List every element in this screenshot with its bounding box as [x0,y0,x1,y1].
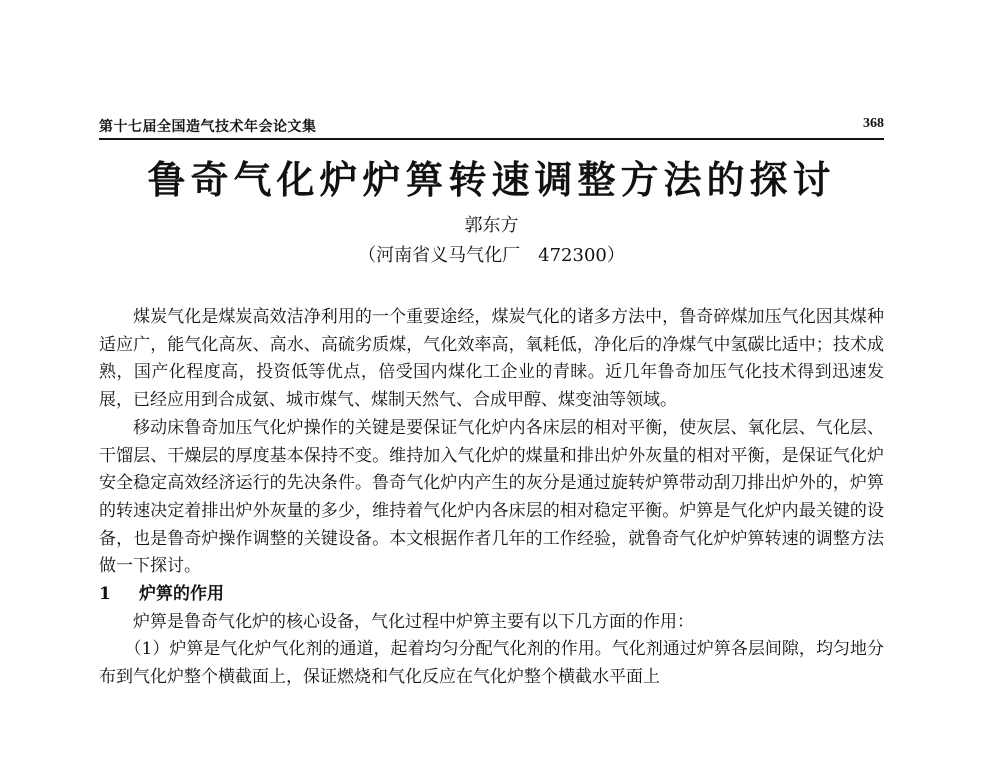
section-title: 炉箅的作用 [139,584,224,605]
running-header [99,114,884,140]
page-number: 368 [863,116,884,131]
author-name: 郭东方 [464,215,519,236]
paragraph-intro: 煤炭气化是煤炭高效洁净利用的一个重要途经，煤炭气化的诸多方法中，鲁奇碎煤加压气化因其煤种适应广，能气化高灰、高水、高硫劣质煤，气化效率高，氧耗低，净化后的净煤气中氢碳比适中；技术成熟，国产化程度高，投资低等优点，倍受国内煤化工企业的青睐。近几年鲁奇加压气化技术得到迅速发展，已经应用到合成氨、城市煤气、煤制天然气、合成甲醇、煤变油等领域。 [99,307,884,411]
body-text [99,304,884,692]
paper-title: 鲁奇气化炉炉箅转速调整方法的探讨 [147,157,836,202]
running-title: 第十七届全国造气技术年会论文集 [99,119,317,135]
list-item-1: （1）炉箅是气化炉气化剂的通道，起着均匀分配气化剂的作用。气化剂通过炉箅各层间隙，均匀地分布到气化炉整个横截面上，保证燃烧和气化反应在气化炉整个横截水平面上 [99,639,884,688]
section-heading [99,581,884,609]
paragraph-lurgi-operation: 移动床鲁奇加压气化炉操作的关键是要保证气化炉内各床层的相对平衡，使灰层、氧化层、气化层、干馏层、干燥层的厚度基本保持不变。维持加入气化炉的煤量和排出炉外灰量的相对平衡，是保证气化炉安全稳定高效经济运行的先决条件。鲁奇气化炉内产生的灰分是通过旋转炉箅带动刮刀排出炉外的，炉箅的转速决定着排出炉外灰量的多少，维持着气化炉内各床层的相对稳定平衡。炉箅是气化炉内最关键的设备，也是鲁奇炉操作调整的关键设备。本文根据作者几年的工作经验，就鲁奇气化炉炉箅转速的调整方法做一下探讨。 [99,417,884,577]
section-number: 1 [99,584,111,605]
author-affiliation: （河南省义马气化厂 472300） [358,245,625,266]
paragraph-grate-role: 炉箅是鲁奇气化炉的核心设备，气化过程中炉箅主要有以下几方面的作用： [133,611,694,632]
